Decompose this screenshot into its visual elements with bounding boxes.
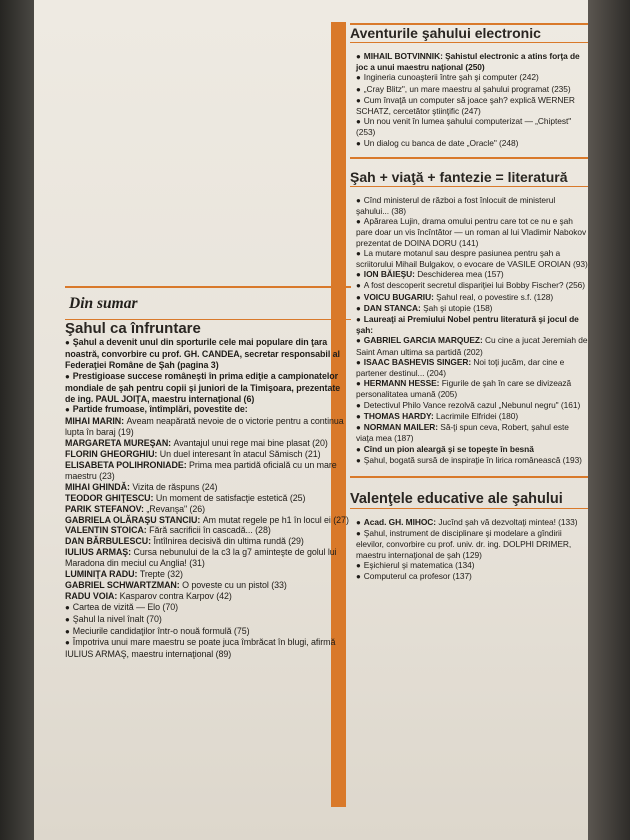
item-text: Şahul, bogată sursă de inspiraţie în lirica românească (193): [363, 454, 582, 465]
list-item: [65, 371, 351, 405]
bullet-icon: ●: [356, 281, 361, 291]
rule-electronic-bottom: [350, 42, 588, 43]
bullet-icon: ●: [356, 195, 361, 205]
bullet-icon: ●: [356, 270, 361, 280]
rule-education-top: [350, 476, 588, 478]
author-name: VOICU BUGARIU:: [363, 291, 437, 302]
item-text: Cînd un pion aleargă şi se topeşte în besnă: [363, 443, 534, 454]
bullet-icon: ●: [356, 84, 361, 94]
list-item: [356, 335, 588, 356]
item-text: Meciurile candidaţilor într-o nouă formulă (75): [72, 625, 250, 636]
item-text: Computerul ca profesor (137): [363, 570, 472, 581]
list-item: [356, 280, 588, 291]
author-name: Acad. GH. MIHOC:: [363, 516, 439, 527]
bullet-icon: ●: [356, 529, 361, 539]
bullet-icon: ●: [356, 423, 361, 433]
bullet-icon: ●: [65, 626, 70, 636]
bullet-icon: ●: [356, 560, 361, 570]
item-text: Deschiderea mea (157): [417, 269, 504, 280]
item-text: Laureaţi ai Premiului Nobel pentru literatură şi jocul de şah:: [356, 314, 579, 336]
confrontation-list: [65, 337, 351, 660]
list-item: [65, 515, 351, 526]
photo-edge-left: [0, 0, 34, 840]
item-text: Trepte (32): [139, 569, 183, 580]
list-item: [65, 449, 351, 460]
left-column: [65, 286, 351, 660]
item-text: Cînd ministerul de război a fost înlocuit de ministerul şahului... (38): [356, 194, 556, 217]
item-text: Şahul a devenit unul din sporturile cele mai populare din ţara noastră, convorbire cu prof. GH. CANDEA, secretar responsabil al Federaţiei Române de Şah (pagina 3): [65, 337, 340, 370]
bullet-icon: ●: [65, 638, 70, 648]
item-text: Un nou venit în lumea şahului computerizat — „Chiptest" (253): [356, 116, 572, 138]
bullet-icon: ●: [356, 292, 361, 302]
item-text: Aveam neapărată nevoie de o victorie pentru a continua lupta în baraj (19): [65, 416, 344, 438]
item-text: La mutare motanul sau despre pasiunea pentru şah a scriitorului Mihail Bulgakov, o evocare de VASILE OROIAN (93): [356, 247, 588, 270]
item-text: „Cray Blitz", un mare maestru al şahului programat (235): [363, 83, 571, 94]
item-text: O poveste cu un pistol (33): [182, 579, 287, 590]
item-text: Detectivul Philo Vance rezolvă cazul „Nebunul negru" (161): [363, 399, 581, 410]
bullet-icon: ●: [356, 336, 361, 346]
bullet-icon: ●: [356, 138, 361, 148]
list-item: [65, 438, 351, 449]
item-text: Şahul la nivel înalt (70): [72, 613, 162, 624]
author-name: VALENTIN STOICA:: [65, 525, 150, 536]
bullet-icon: ●: [356, 117, 361, 127]
right-column: [350, 0, 588, 582]
list-item: [356, 303, 588, 314]
item-text: Cum învaţă un computer să joace şah? explică WERNER SCHATZ, cercetător ştiinţific (247): [356, 94, 575, 117]
rule-literature-bottom: [350, 186, 588, 187]
author-name: GABRIEL GARCIA MARQUEZ:: [363, 335, 485, 346]
item-text: Şahul, instrument de disciplinare şi modelare a gîndirii elevilor, convorbire cu prof. univ. dr. ing. DOLPHI DRIMER, maestru internaţional de şah (129): [356, 528, 572, 560]
list-item: [65, 460, 351, 482]
author-name: LUMINIŢA RADU:: [65, 569, 140, 580]
author-name: MIHAIL BOTVINNIK:: [363, 51, 446, 61]
author-name: IULIUS ARMAŞ:: [65, 547, 134, 558]
item-text: Fără sacrificii în cascadă... (28): [149, 525, 271, 536]
list-item: [356, 411, 588, 422]
list-item: [356, 517, 588, 528]
item-text: Un moment de satisfacţie estetică (25): [155, 492, 306, 503]
item-text: Şah şi utopie (158): [423, 302, 493, 313]
author-name: DAN BĂRBULESCU:: [65, 536, 154, 547]
photo-edge-right: [588, 0, 630, 840]
list-item: [65, 547, 351, 569]
list-item: [65, 525, 351, 536]
bullet-icon: ●: [356, 315, 361, 325]
bullet-icon: ●: [356, 444, 361, 454]
list-item: [65, 493, 351, 504]
list-item: [356, 378, 588, 399]
section-title-literature: Şah + viaţă + fantezie = literatură: [350, 168, 568, 185]
list-item: [356, 269, 588, 280]
rule-education-bottom: [350, 508, 588, 509]
author-name: FLORIN GHEORGHIU:: [65, 449, 160, 460]
item-text: A fost descoperit secretul dispariţiei lui Bobby Fischer? (256): [363, 280, 586, 291]
list-item: [356, 95, 588, 116]
list-item: [356, 400, 588, 411]
item-text: Şahistul electronic a atins forţa de joc a unui maestru naţional (250): [356, 51, 580, 73]
list-item: [65, 602, 351, 614]
author-name: NORMAN MAILER:: [363, 422, 441, 433]
list-item: [356, 560, 588, 571]
author-name: TEODOR GHIŢESCU:: [65, 492, 156, 503]
list-item: [65, 637, 351, 660]
item-text: Apărarea Lujin, drama omului pentru care tot ce nu e şah pare doar un vis încîntător — un roman al lui Vladimir Nabokov prezentat de DOINA DORU (141): [356, 216, 587, 248]
list-item: [356, 292, 588, 303]
list-item: [356, 116, 588, 137]
list-item: [356, 571, 588, 582]
bullet-icon: ●: [356, 455, 361, 465]
bullet-icon: ●: [356, 379, 361, 389]
list-item: [65, 337, 351, 371]
list-item: [356, 444, 588, 455]
author-name: MIHAI MARIN:: [65, 416, 127, 427]
item-text: Cartea de vizită — Elo (70): [72, 601, 178, 612]
author-name: MARGARETA MUREŞAN:: [65, 438, 174, 449]
bullet-icon: ●: [65, 602, 70, 612]
item-text: Figurile de şah în care se divizează personalitatea umană (205): [356, 378, 572, 400]
author-name: GABRIELA OLĂRAŞU STANCIU:: [65, 514, 203, 525]
list-item: [356, 455, 588, 466]
author-name: RADU VOIA:: [65, 590, 120, 601]
bullet-icon: ●: [65, 614, 70, 624]
bullet-icon: ●: [356, 517, 361, 527]
author-name: THOMAS HARDY:: [363, 410, 436, 421]
item-text: Eşichierul şi matematica (134): [363, 559, 475, 570]
list-item: [65, 482, 351, 493]
section-title-confrontation: Şahul ca înfruntare: [65, 320, 201, 337]
list-item: [356, 216, 588, 248]
item-text: Lacrimile Elfridei (180): [436, 410, 519, 421]
item-text: Kasparov contra Karpov (42): [119, 590, 232, 601]
summary-heading: Din sumar: [69, 295, 138, 312]
list-item: [356, 51, 588, 72]
bullet-icon: ●: [356, 411, 361, 421]
item-text: „Revanşa" (26): [146, 503, 206, 514]
author-name: GABRIEL SCHWARTZMAN:: [65, 579, 183, 590]
list-item: [65, 580, 351, 591]
rule-literature-top: [350, 157, 588, 159]
item-text: Împotriva unui mare maestru se poate juca îmbrăcat în blugi, afirmă IULIUS ARMAŞ, maestru internaţional (89): [65, 637, 336, 660]
item-text: Jucînd şah vă dezvoltaţi mintea! (133): [438, 516, 578, 527]
literature-list: [356, 195, 588, 466]
list-item: [356, 422, 588, 443]
list-item: [356, 84, 588, 95]
item-text: Cursa nebunului de la c3 la g7 aminteşte de golul lui Maradona din meciul cu Anglia! (31): [65, 547, 337, 569]
bullet-icon: ●: [356, 357, 361, 367]
author-name: ELISABETA POLIHRONIADE:: [65, 459, 190, 470]
list-item: [356, 248, 588, 269]
item-text: Un dialog cu banca de date „Oracle" (248): [363, 137, 519, 148]
item-text: Avantajul unui rege mai bine plasat (20): [173, 438, 328, 449]
list-item: [356, 195, 588, 216]
list-item: [65, 504, 351, 515]
list-item: [356, 138, 588, 149]
list-item: [65, 591, 351, 602]
bullet-icon: ●: [356, 95, 361, 105]
list-item: [65, 626, 351, 638]
section-title-education: Valenţele educative ale şahului: [350, 490, 563, 507]
item-text: Vizita de răspuns (24): [132, 481, 218, 492]
bullet-icon: ●: [65, 338, 70, 347]
item-text: Prestigioase succese româneşti în prima ediţie a campionatelor mondiale de şah pentru copii şi juniori de la Timişoara, prezentate de ing. PAUL JOIŢA, maestru internaţional (6): [65, 370, 341, 404]
bullet-icon: ●: [356, 217, 361, 227]
item-text: Întîlnirea decisivă din ultima rundă (29): [153, 536, 304, 547]
author-name: MIHAI GHINDĂ:: [65, 481, 133, 492]
list-item: [356, 314, 588, 335]
bullet-icon: ●: [65, 405, 70, 415]
bullet-icon: ●: [356, 303, 361, 313]
list-item: [65, 536, 351, 547]
author-name: DAN STANCA:: [363, 302, 424, 313]
bullet-icon: ●: [356, 52, 361, 61]
item-text: Am mutat regele pe h1 în locul ei (27): [202, 514, 349, 525]
item-text: Prima mea partidă oficială cu un mare maestru (23): [65, 459, 337, 481]
item-text: Partide frumoase, întîmplări, povestite de:: [72, 404, 248, 415]
author-name: HERMANN HESSE:: [363, 378, 442, 389]
bullet-icon: ●: [65, 371, 70, 381]
item-text: Să-ţi spun ceva, Robert, şahul este viaţa mea (187): [356, 422, 569, 444]
author-name: ION BĂIEŞU:: [363, 269, 418, 280]
electronic-list: [356, 51, 588, 149]
list-item: [65, 614, 351, 626]
list-item: [65, 569, 351, 580]
item-text: Noi toţi jucăm, dar cine e partener destinul... (204): [356, 356, 565, 379]
author-name: PARIK STEFANOV:: [65, 503, 147, 514]
section-title-electronic: Aventurile şahului electronic: [350, 25, 541, 41]
list-item: [65, 404, 351, 416]
item-text: Ingineria cunoaşterii între şah şi computer (242): [363, 72, 539, 83]
education-list: [356, 517, 588, 582]
magazine-page: [34, 0, 588, 840]
author-name: ISAAC BASHEVIS SINGER:: [363, 356, 474, 367]
list-item: [356, 528, 588, 560]
list-item: [356, 357, 588, 378]
item-text: Un duel interesant în atacul Sămisch (21): [159, 449, 321, 460]
item-text: Şahul real, o povestire s.f. (128): [436, 291, 554, 302]
rule-top: [65, 286, 351, 288]
list-item: [356, 72, 588, 83]
list-item: [65, 416, 351, 438]
bullet-icon: ●: [356, 248, 361, 258]
bullet-icon: ●: [356, 571, 361, 581]
item-text: Cu cine a jucat Jeremiah de Saint Aman ultima sa partidă (202): [356, 335, 588, 357]
bullet-icon: ●: [356, 400, 361, 410]
bullet-icon: ●: [356, 73, 361, 83]
